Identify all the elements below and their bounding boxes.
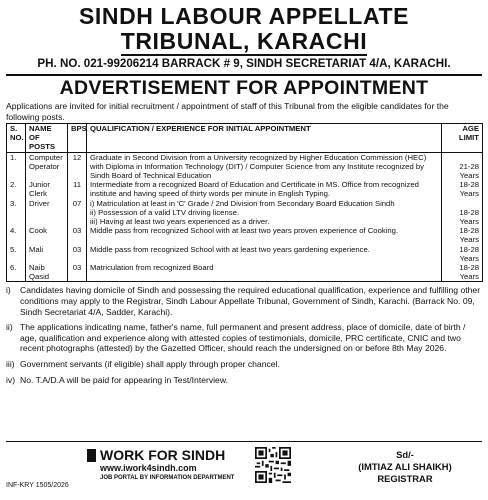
note-number: iv) <box>6 374 16 385</box>
table-row <box>7 152 483 180</box>
row-bps: 03 <box>68 245 87 263</box>
row-age: 18-28 Years <box>442 226 483 244</box>
row-sno: 1. <box>7 152 26 180</box>
col-age: AGE LIMIT <box>442 124 483 153</box>
row-sno: 3. <box>7 199 26 227</box>
logo-website: www.iwork4sindh.com <box>100 463 197 473</box>
note-item <box>6 375 482 386</box>
intro-text: Applications are invited for initial recruitment / appointment of staff of this Tribunal from the eligible candidates for the following posts. <box>6 101 449 122</box>
col-post: NAME OF POSTS <box>26 124 68 153</box>
col-qualification: QUALIFICATION / EXPERIENCE FOR INITIAL APPOINTMENT <box>87 124 442 153</box>
note-number: ii) <box>6 322 13 333</box>
row-age: 21-28 Years <box>442 152 483 180</box>
note-number: iii) <box>6 359 15 370</box>
row-sno: 2. <box>7 180 26 198</box>
title-line-2-text: TRIBUNAL, KARACHI <box>120 28 368 54</box>
i-mark-icon <box>87 449 96 462</box>
title-line-1: SINDH LABOUR APPELLATE <box>78 3 410 29</box>
posts-table <box>6 123 483 282</box>
table-row <box>7 226 483 244</box>
signatory-designation: REGISTRAR <box>377 473 433 484</box>
row-post: Mali <box>26 245 68 263</box>
notes-list <box>6 285 482 385</box>
table-header-row <box>7 124 483 153</box>
row-age: 18-28 Years <box>442 263 483 282</box>
row-post: Computer Operator <box>26 152 68 180</box>
table-row <box>7 199 483 227</box>
row-bps: 03 <box>68 263 87 282</box>
logo-brand <box>87 448 245 463</box>
logo-brand-text: WORK FOR SINDH <box>100 447 226 463</box>
sd-mark: Sd/- <box>396 449 414 460</box>
row-qualification: Matriculation from recognized Board <box>87 263 442 282</box>
title-line-2 <box>6 29 482 53</box>
row-age: 18-28 Years <box>442 199 483 227</box>
row-sno: 4. <box>7 226 26 244</box>
logo-tagline: JOB PORTAL BY INFORMATION DEPARTMENT <box>100 475 235 481</box>
note-text: No. T.A/D.A will be paid for appearing in Test/Interview. <box>20 374 228 385</box>
row-bps: 12 <box>68 152 87 180</box>
row-sno: 5. <box>7 245 26 263</box>
reference-number: INF-KRY 1505/2026 <box>6 482 69 489</box>
table-row <box>7 245 483 263</box>
footer-divider <box>6 441 482 442</box>
row-sno: 6. <box>7 263 26 282</box>
row-bps: 07 <box>68 199 87 227</box>
row-post: Driver <box>26 199 68 227</box>
note-item <box>6 285 482 317</box>
row-bps: 11 <box>68 180 87 198</box>
note-text: The applications indicating name, father's name, full permanent and present address, place of domicile, date of birth / age, qualification and experience along with attested copies of testimonials, domicile, PRC certificate, CNIC and two recent photographs (attested) by the Gazetted Officer, should reach the undersigned on or before 8th May 2026. <box>20 322 466 354</box>
row-age: 18-28 Years <box>442 180 483 198</box>
advert-title: ADVERTISEMENT FOR APPOINTMENT <box>59 77 429 99</box>
row-qualification: Middle pass from recognized School with at least two years proven experience of Cooking. <box>87 226 442 244</box>
row-qualification: Middle pass from recognized School with at least two years gardening experience. <box>87 245 442 263</box>
row-qualification: i) Matriculation at least in 'C' Grade / 2nd Division from Secondary Board Education Sindh ii) Possession of a valid LTV driving license. iii) Having at least two years experienced as a driver. <box>87 199 442 227</box>
row-qualification: Intermediate from a recognized Board of Education and Certificate in MS. Office from recognized institute and having speed of thirty words per minute in English Typing. <box>87 180 442 198</box>
table-row <box>7 180 483 198</box>
signature-block <box>330 449 480 485</box>
row-qualification: Graduate in Second Division from a University recognized by Higher Education Commission (HEC) with Diploma in Information Technology (DIT) / Computer Science from any Institute recognized by Sindh Board of Technical Education <box>87 152 442 180</box>
note-item <box>6 359 482 370</box>
col-sno: S. NO. <box>7 124 26 153</box>
row-post: Cook <box>26 226 68 244</box>
iwork-logo <box>87 448 245 483</box>
footer <box>0 441 488 500</box>
note-number: i) <box>6 285 11 296</box>
row-post: Naib Qasid <box>26 263 68 282</box>
row-bps: 03 <box>68 226 87 244</box>
note-text: Candidates having domicile of Sindh and possessing the required educational qualification, experience and fulfilling other conditions may apply to the Registrar, Sindh Labour Appellate Tribunal, Government of Sindh, Karachi. (Barrack No. 09, Sindh Secretariat 4/A, Sadder, Karachi). <box>20 285 481 317</box>
contact-line: PH. NO. 021-99206214 BARRACK # 9, SINDH SECRETARIAT 4/A, KARACHI. <box>37 57 451 70</box>
note-text: Government servants (if eligible) shall apply through proper chancel. <box>20 359 280 370</box>
row-age: 18-28 Years <box>442 245 483 263</box>
note-item <box>6 322 482 354</box>
col-bps: BPS <box>68 124 87 153</box>
table-row <box>7 263 483 282</box>
signatory-name: (IMTIAZ ALI SHAIKH) <box>358 461 452 472</box>
qr-code-icon <box>255 447 291 483</box>
row-post: Junior Clerk <box>26 180 68 198</box>
